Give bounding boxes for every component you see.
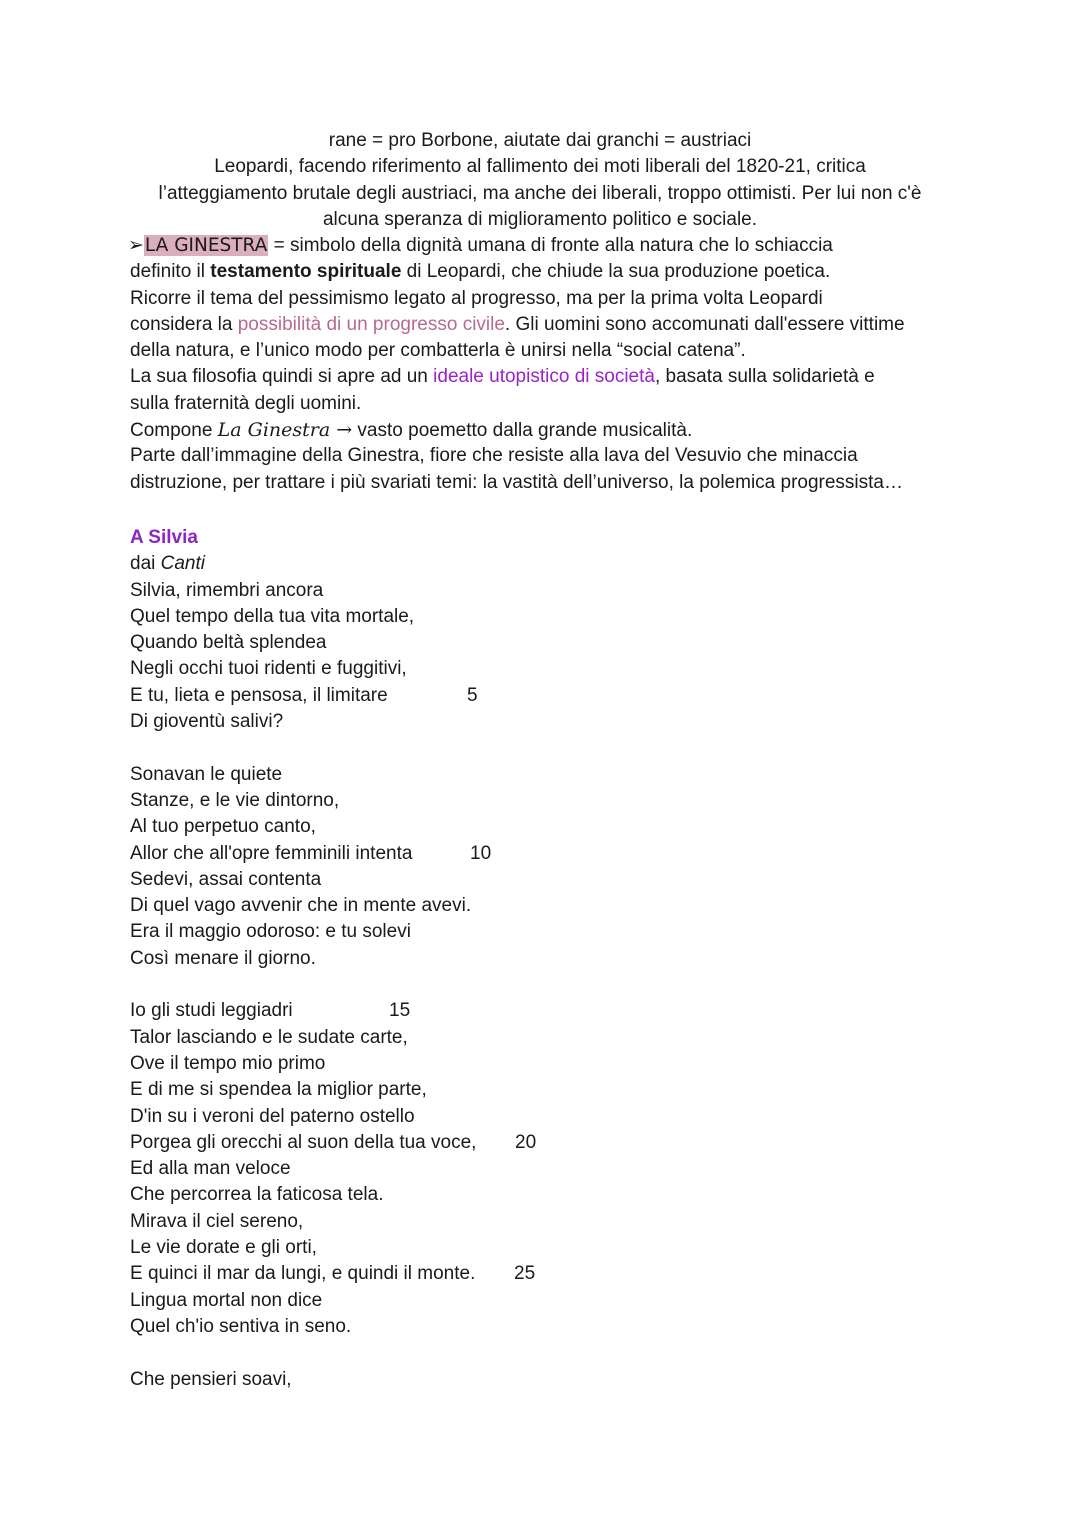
ginestra-line <box>130 417 960 443</box>
intro-line: Leopardi, facendo riferimento al fallimento dei moti liberali del 1820-21, critica <box>214 156 866 178</box>
intro-centered-paragraph <box>100 128 980 233</box>
italic-title: La Ginestra → <box>217 419 353 442</box>
verse-line <box>130 998 730 1024</box>
ginestra-section <box>130 233 960 496</box>
verse-line <box>130 1130 730 1156</box>
text-run: . Gli uomini sono accomunati dall'essere vittime <box>504 313 905 335</box>
verse-text: Allor che all'opre femminili intenta <box>130 842 413 864</box>
verse-line: Di gioventù salivi? <box>130 711 284 733</box>
ginestra-line <box>130 312 960 338</box>
poem-title: A Silvia <box>130 527 198 548</box>
verse-line: D'in su i veroni del paterno ostello <box>130 1105 415 1127</box>
ginestra-heading-rest: = simbolo della dignità umana di fronte alla natura che lo schiaccia <box>268 235 833 256</box>
verse-line <box>130 1261 730 1287</box>
verse-line: E di me si spendea la miglior parte, <box>130 1079 427 1101</box>
intro-line: alcuna speranza di miglioramento politico e sociale. <box>322 208 758 230</box>
verse-text: Porgea gli orecchi al suon della tua voce, <box>130 1131 477 1153</box>
ginestra-line <box>130 364 960 390</box>
verse-line: Sonavan le quiete <box>130 763 283 785</box>
ginestra-line: sulla fraternità degli uomini. <box>130 392 362 414</box>
verse-line: Quel tempo della tua vita mortale, <box>130 605 415 627</box>
line-number: 10 <box>470 842 492 864</box>
verse-text: E quinci il mar da lungi, e quindi il monte. <box>130 1263 476 1285</box>
text-run: di Leopardi, che chiude la sua produzione poetica. <box>401 261 831 283</box>
purple-phrase: ideale utopistico di società <box>433 366 655 388</box>
text-run: Compone <box>130 420 218 442</box>
verse-line: Al tuo perpetuo canto, <box>130 816 316 838</box>
poem-stanza-2 <box>130 762 730 972</box>
line-number: 15 <box>389 1000 411 1022</box>
ginestra-heading-line <box>128 233 960 259</box>
verse-line: Negli occhi tuoi ridenti e fuggitivi, <box>130 658 407 680</box>
verse-line: Sedevi, assai contenta <box>130 868 322 890</box>
poem-a-silvia <box>130 525 730 1393</box>
arrow-bullet-icon: ➢ <box>128 235 144 256</box>
poem-stanza-1 <box>130 578 730 736</box>
verse-line: Silvia, rimembri ancora <box>130 579 324 601</box>
poem-source <box>130 551 730 577</box>
text-run: considera la <box>130 313 238 335</box>
verse-line: Che percorrea la faticosa tela. <box>130 1184 384 1206</box>
verse-line: Quel ch'io sentiva in seno. <box>130 1315 352 1337</box>
bold-phrase: testamento spirituale <box>210 261 402 283</box>
text-run: definito il <box>130 261 211 283</box>
verse-line: Ove il tempo mio primo <box>130 1052 326 1074</box>
verse-line: Ed alla man veloce <box>130 1158 291 1180</box>
verse-line: Lingua mortal non dice <box>130 1289 323 1311</box>
verse-line: Che pensieri soavi, <box>130 1368 292 1390</box>
verse-line: Quando beltà splendea <box>130 632 327 654</box>
verse-line: Mirava il ciel sereno, <box>130 1210 304 1232</box>
text-run: vasto poemetto dalla grande musicalità. <box>352 420 693 442</box>
verse-text: E tu, lieta e pensosa, il limitare <box>130 684 388 706</box>
ginestra-line: distruzione, per trattare i più svariati temi: la vastità dell’universo, la polemica progressista… <box>130 471 903 493</box>
text-run: La sua filosofia quindi si apre ad un <box>130 366 434 388</box>
line-number: 20 <box>515 1131 537 1153</box>
ginestra-line: Parte dall’immagine della Ginestra, fiore che resiste alla lava del Vesuvio che minaccia <box>130 445 858 467</box>
verse-line: Talor lasciando e le sudate carte, <box>130 1026 408 1048</box>
verse-line: Stanze, e le vie dintorno, <box>130 789 340 811</box>
pink-phrase: possibilità di un progresso civile <box>237 313 505 335</box>
line-number: 25 <box>514 1263 536 1285</box>
poem-stanza-4 <box>130 1367 730 1393</box>
verse-line <box>130 841 730 867</box>
verse-line: Di quel vago avvenir che in mente avevi. <box>130 895 472 917</box>
verse-line: Le vie dorate e gli orti, <box>130 1237 317 1259</box>
poem-stanza-3 <box>130 998 730 1340</box>
ginestra-heading: LA GINESTRA <box>144 235 268 256</box>
ginestra-line <box>130 259 960 285</box>
verse-text: Io gli studi leggiadri <box>130 1000 293 1022</box>
source-italic: Canti <box>160 553 205 575</box>
ginestra-line: della natura, e l’unico modo per combatterla è unirsi nella “social catena”. <box>130 340 746 362</box>
verse-line: Era il maggio odoroso: e tu solevi <box>130 921 411 943</box>
intro-line: l’atteggiamento brutale degli austriaci, ma anche dei liberali, troppo ottimisti. Per lui non c'è <box>158 182 922 204</box>
verse-line <box>130 683 730 709</box>
line-number: 5 <box>467 684 478 706</box>
text-run: dai <box>130 553 161 575</box>
intro-line: rane = pro Borbone, aiutate dai granchi = austriaci <box>328 130 752 151</box>
text-run: , basata sulla solidarietà e <box>654 366 875 388</box>
ginestra-line: Ricorre il tema del pessimismo legato al progresso, ma per la prima volta Leopardi <box>130 287 823 309</box>
verse-line: Così menare il giorno. <box>130 947 316 969</box>
